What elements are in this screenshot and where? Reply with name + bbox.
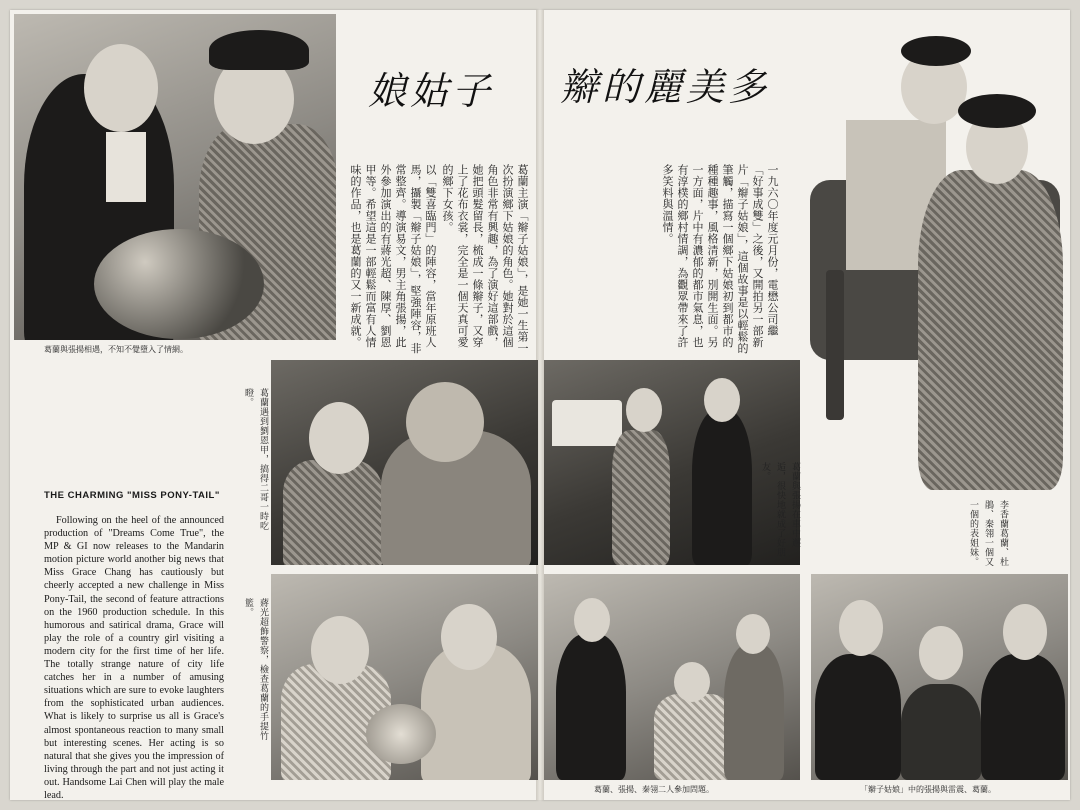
english-heading: THE CHARMING "MISS PONY-TAIL": [44, 490, 220, 501]
photo-group-desk: [544, 574, 800, 780]
caption-photo-2: 葛蘭遇到劉恩甲，搞得二哥一時吃瞪。: [243, 388, 268, 531]
photo-couple-top-left: [14, 14, 336, 340]
caption-photo-3: 蔣光超飾警察，檢查葛蘭的手提竹籃。: [243, 598, 268, 741]
photo-police-basket: [271, 574, 538, 780]
caption-photo-6: 葛蘭、張揚、秦翎二人參加問題。: [594, 785, 714, 794]
chinese-article-col-right: 一九六〇年度元月份，電懋公司繼「好事成雙」之後，又開拍另一部新片「辮子姑娘」，這個故事是以輕鬆的筆觸，描寫一個鄉下姑娘初到都市的種種趣事，風格清新，別開生面。另一方面，片中有濃郁的都市氣息，也有淳樸的鄉村情調，為觀眾帶來了許多笑料與溫情。: [661, 164, 779, 354]
chinese-article-col-left: 以「雙喜臨門」的陣容，當年原班人馬，攝製「辮子姑娘」，堅強陣容，非常整齊。導演易文，男主角張揚，此外參加演出的有蔣光超、陳厚、劉恩甲等。希望這是一部輕鬆而富有人情味的作品，也是葛蘭的又一新成就。: [349, 164, 437, 354]
caption-photo-1: 葛蘭與張揚相遇，不知不覺墮入了情網。: [44, 345, 188, 354]
title-left-part: 娘姑子: [368, 69, 495, 113]
caption-photo-5: 李香蘭葛蘭、杜鵑、秦翎一個又一個的表姐妹。: [968, 500, 1008, 567]
caption-photo-4: 葛蘭與張揚在車中邂逅，很快地就成了好朋友。: [760, 462, 800, 557]
photo-two-women-chair: [806, 30, 1068, 500]
english-article-body: Following on the heel of the announced production of "Dreams Come True", the MP & GI now releases to the Mandarin motion picture world another big news that Miss Grace Chang has cautiously but cheerly accepted a new challenge in Miss Pony-Tail, the second of feature attractions on the 1960 production schedule. In this humorous and satirical drama, Grace will play the role of a country girl visiting a modern city for the first time of her life. The totally strange nature of city life catches her in a number of amusing situations which are sure to evoke laughters from the sophisticated urban audiences. What is likely to surprise us all is Grace's almost spontaneous reaction to many small but interesting scenes. Her acting is so natural that she gives you the impression of living through the part and not just acting it out. Handsome Lai Chen will play the male lead.: [44, 515, 224, 801]
photo-woman-with-man: [271, 360, 538, 565]
caption-photo-7: 「辮子姑娘」中的張揚與雷震、葛蘭。: [860, 785, 996, 794]
chinese-article-col-mid: 葛蘭主演「辮子姑娘」，是她一生第一次扮演鄉下姑娘的角色。她對於這個角色非常有興趣，為了演好這部戲，她把頭髮留長，梳成一條辮子，又穿上了花布衣裳，完全是一個天真可愛的鄉下女孩。: [441, 164, 529, 354]
title-right-part: 辮的麗美多: [560, 65, 771, 109]
photo-trio: [811, 574, 1068, 780]
